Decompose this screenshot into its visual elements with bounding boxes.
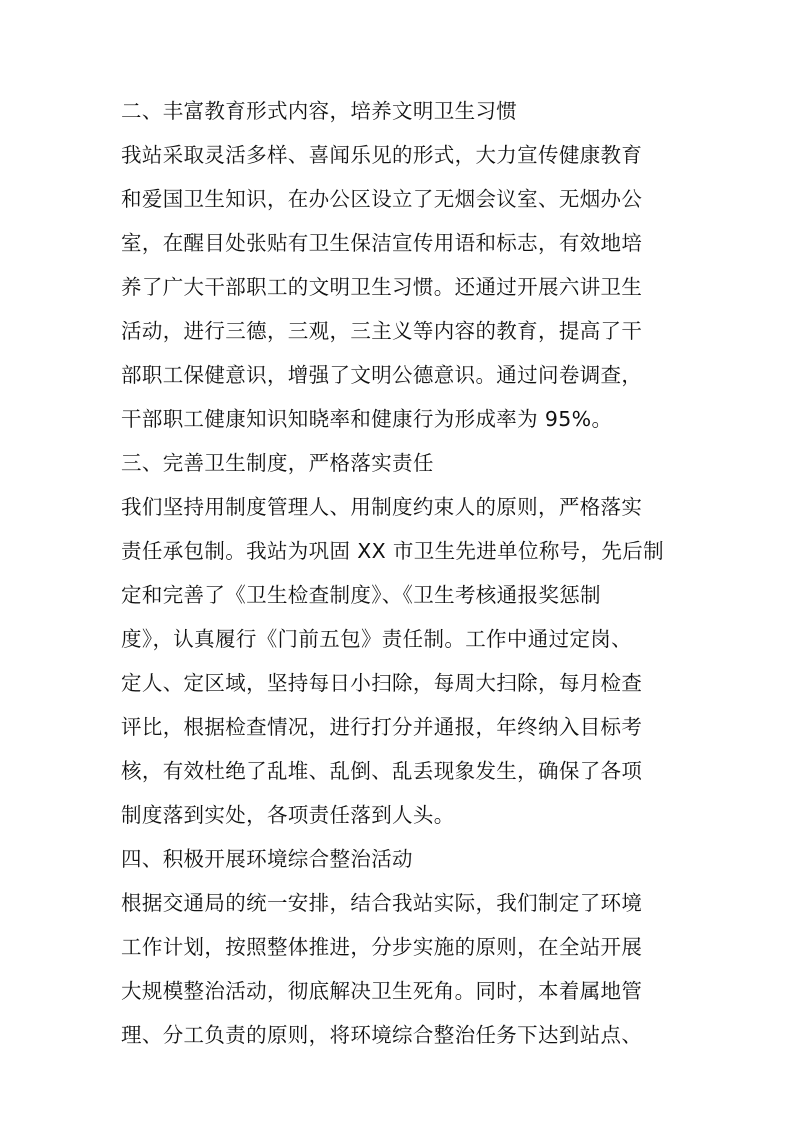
paragraph-line: 制度落到实处，各项责任落到人头。	[121, 803, 455, 827]
paragraph-line: 养了广大干部职工的文明卫生习惯。还通过开展六讲卫生	[121, 275, 643, 299]
paragraph-line: 定人、定区域，坚持每日小扫除，每周大扫除，每月检查	[121, 671, 643, 695]
paragraph-line: 定和完善了《卫生检查制度》、《卫生考核通报奖惩制	[121, 583, 601, 607]
paragraph-line: 工作计划，按照整体推进，分步实施的原则，在全站开展	[121, 935, 643, 959]
paragraph-line: 活动，进行三德，三观，三主义等内容的教育，提高了干	[121, 319, 643, 343]
paragraph-line: 干部职工健康知识知晓率和健康行为形成率为 95%。	[121, 407, 613, 431]
paragraph-line: 核，有效杜绝了乱堆、乱倒、乱丢现象发生，确保了各项	[121, 759, 643, 783]
paragraph-line: 责任承包制。我站为巩固 XX 市卫生先进单位称号，先后制	[121, 539, 664, 563]
paragraph-line: 度》，认真履行《门前五包》责任制。工作中通过定岗、	[121, 627, 632, 651]
paragraph-line: 室，在醒目处张贴有卫生保洁宣传用语和标志，有效地培	[121, 231, 643, 255]
heading-section-2: 二、丰富教育形式内容，培养文明卫生习惯	[121, 99, 518, 123]
paragraph-line: 根据交通局的统一安排，结合我站实际，我们制定了环境	[121, 891, 643, 915]
paragraph-line: 大规模整治活动，彻底解决卫生死角。同时，本着属地管	[121, 979, 643, 1003]
paragraph-line: 评比，根据检查情况，进行打分并通报，年终纳入目标考	[121, 715, 643, 739]
heading-section-4: 四、积极开展环境综合整治活动	[121, 847, 413, 871]
paragraph-line: 我站采取灵活多样、喜闻乐见的形式，大力宣传健康教育	[121, 143, 643, 167]
paragraph-line: 理、分工负责的原则，将环境综合整治任务下达到站点、	[121, 1023, 643, 1047]
heading-section-3: 三、完善卫生制度，严格落实责任	[121, 451, 434, 475]
paragraph-line: 我们坚持用制度管理人、用制度约束人的原则，严格落实	[121, 495, 643, 519]
paragraph-line: 部职工保健意识，增强了文明公德意识。通过问卷调查，	[121, 363, 643, 387]
paragraph-line: 和爱国卫生知识，在办公区设立了无烟会议室、无烟办公	[121, 187, 643, 211]
